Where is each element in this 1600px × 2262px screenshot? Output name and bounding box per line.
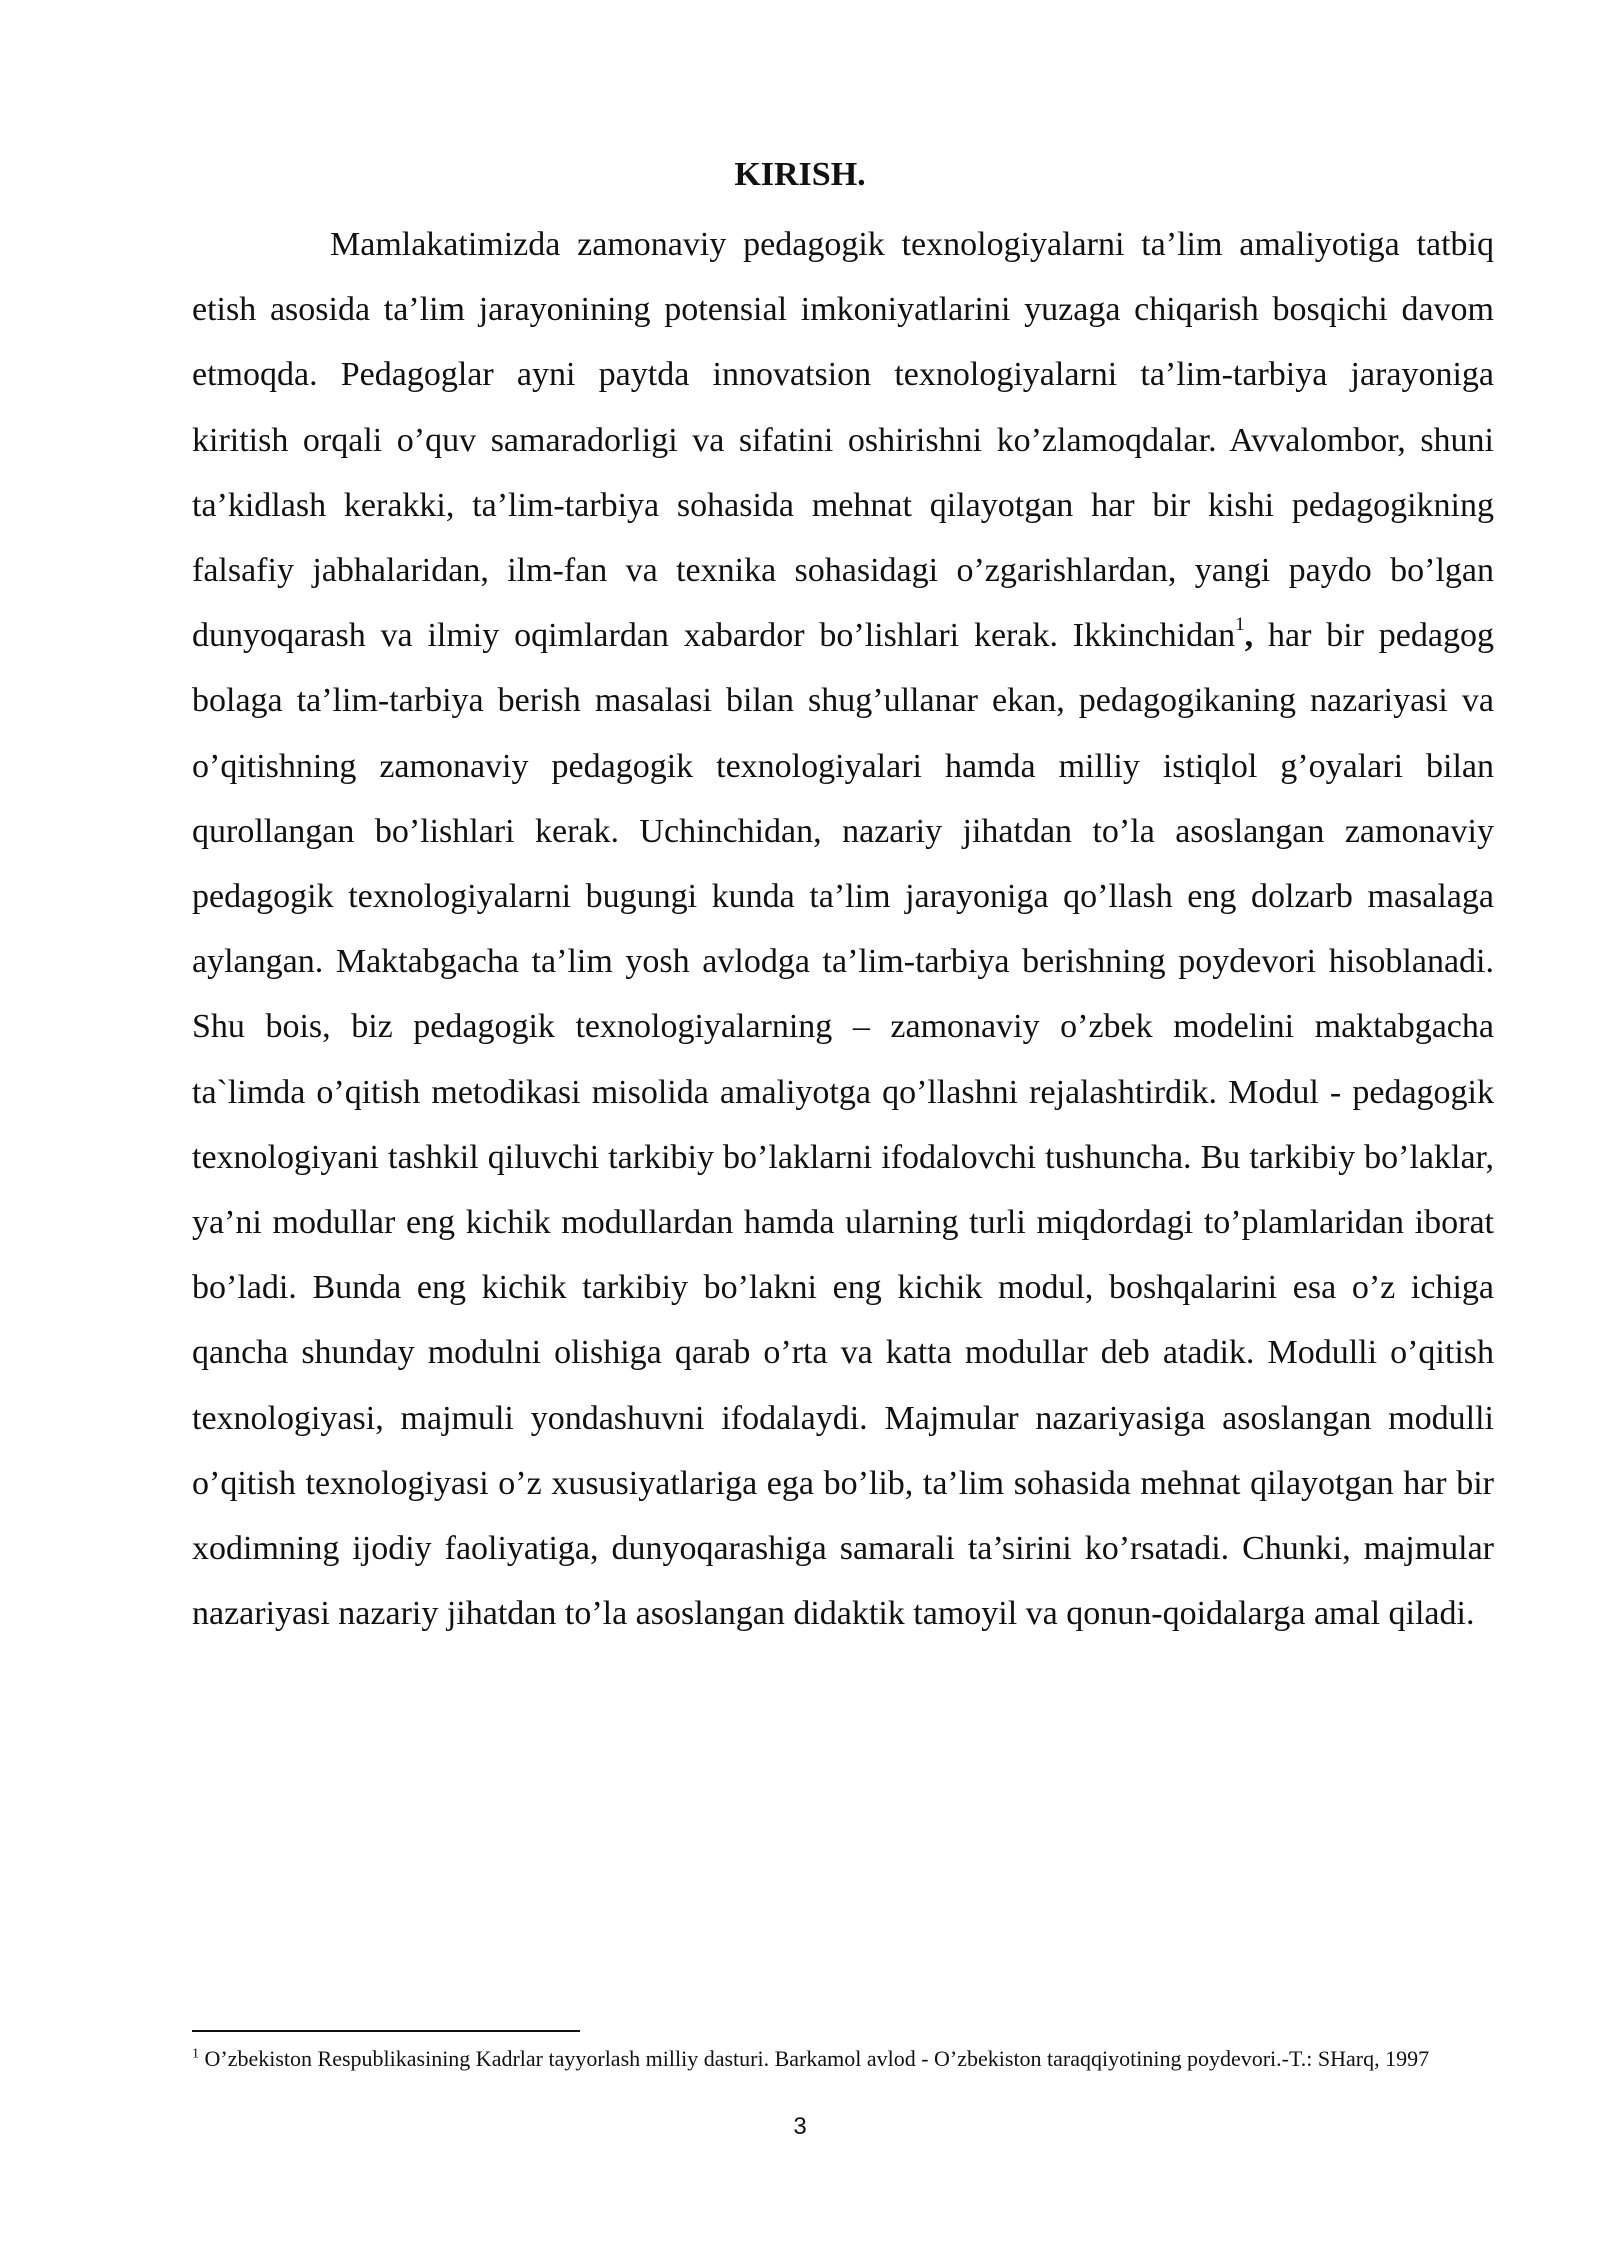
footnote-reference[interactable]: 1 (1235, 613, 1245, 635)
footnote-text: O’zbekiston Respublikasining Kadrlar tayyorlash milliy dasturi. Barkamol avlod - O’zbekiston taraqqiyotining poydevori.-T.: SHarq, 1997 (199, 2046, 1430, 2071)
paragraph-text-part2: har bir pedagog bolaga ta’lim-tarbiya berish masalasi bilan shug’ullanar ekan, pedagogikaning nazariyasi va o’qitishning zamonaviy pedagogik texnologiyalari hamda milliy istiqlol g’oyalari bilan qurollangan bo’lishlari kerak. Uchinchidan, nazariy jihatdan to’la asoslangan zamonaviy pedagogik texnologiyalarni bugungi kunda ta’lim jarayoniga qo’llash eng dolzarb masalaga aylangan. Maktabgacha ta’lim yosh avlodga ta’lim-tarbiya berishning poydevori hisoblanadi. Shu bois, biz pedagogik texnologiyalarning – zamonaviy o’zbek modelini maktabgacha ta`limda o’qitish metodikasi misolida amaliyotga qo’llashni rejalashtirdik. Modul - pedagogik texnologiyani tashkil qiluvchi tarkibiy bo’laklarni ifodalovchi tushuncha. Bu tarkibiy bo’laklar, ya’ni modullar eng kichik modullardan hamda ularning turli miqdordagi to’plamlaridan iborat bo’ladi. Bunda eng kichik tarkibiy bo’lakni eng kichik modul, boshqalarini esa o’z ichiga qancha shunday modulni olishiga qarab o’rta va katta modullar deb atadik. Modulli o’qitish texnologiyasi, majmuli yondashuvni ifodalaydi. Majmular nazariyasiga asoslangan modulli o’qitish texnologiyasi o’z xususiyatlariga ega bo’lib, ta’lim sohasida mehnat qilayotgan har bir xodimning ijodiy faoliyatiga, dunyoqarashiga samarali ta’sirini ko’rsatadi. Chunki, majmular nazariyasi nazariy jihatdan to’la asoslangan didaktik tamoyil va qonun-qoidalarga amal qiladi. (192, 617, 1494, 1633)
paragraph-comma: , (1244, 617, 1254, 655)
body-paragraph (192, 212, 1494, 1646)
paragraph-text-part1: Mamlakatimizda zamonaviy pedagogik texnologiyalarni ta’lim amaliyotiga tatbiq etish asosida ta’lim jarayonining potensial imkoniyatlarini yuzaga chiqarish bosqichi davom etmoqda. Pedagoglar ayni paytda innovatsion texnologiyalarni ta’lim-tarbiya jarayoniga kiritish orqali o’quv samaradorligi va sifatini oshirishni ko’zlamoqdalar. Avvalombor, shuni ta’kidlash kerakki, ta’lim-tarbiya sohasida mehnat qilayotgan har bir kishi pedagogikning falsafiy jabhalaridan, ilm-fan va texnika sohasidagi o’zgarishlardan, yangi paydo bo’lgan dunyoqarash va ilmiy oqimlardan xabardor bo’lishlari kerak. Ikkinchidan (192, 226, 1494, 655)
footnote-marker: 1 (192, 2046, 199, 2062)
footnote-separator (192, 2030, 580, 2032)
page-number: 3 (793, 2113, 807, 2140)
page-title: KIRISH. (734, 156, 866, 193)
footnote (192, 2044, 1502, 2074)
